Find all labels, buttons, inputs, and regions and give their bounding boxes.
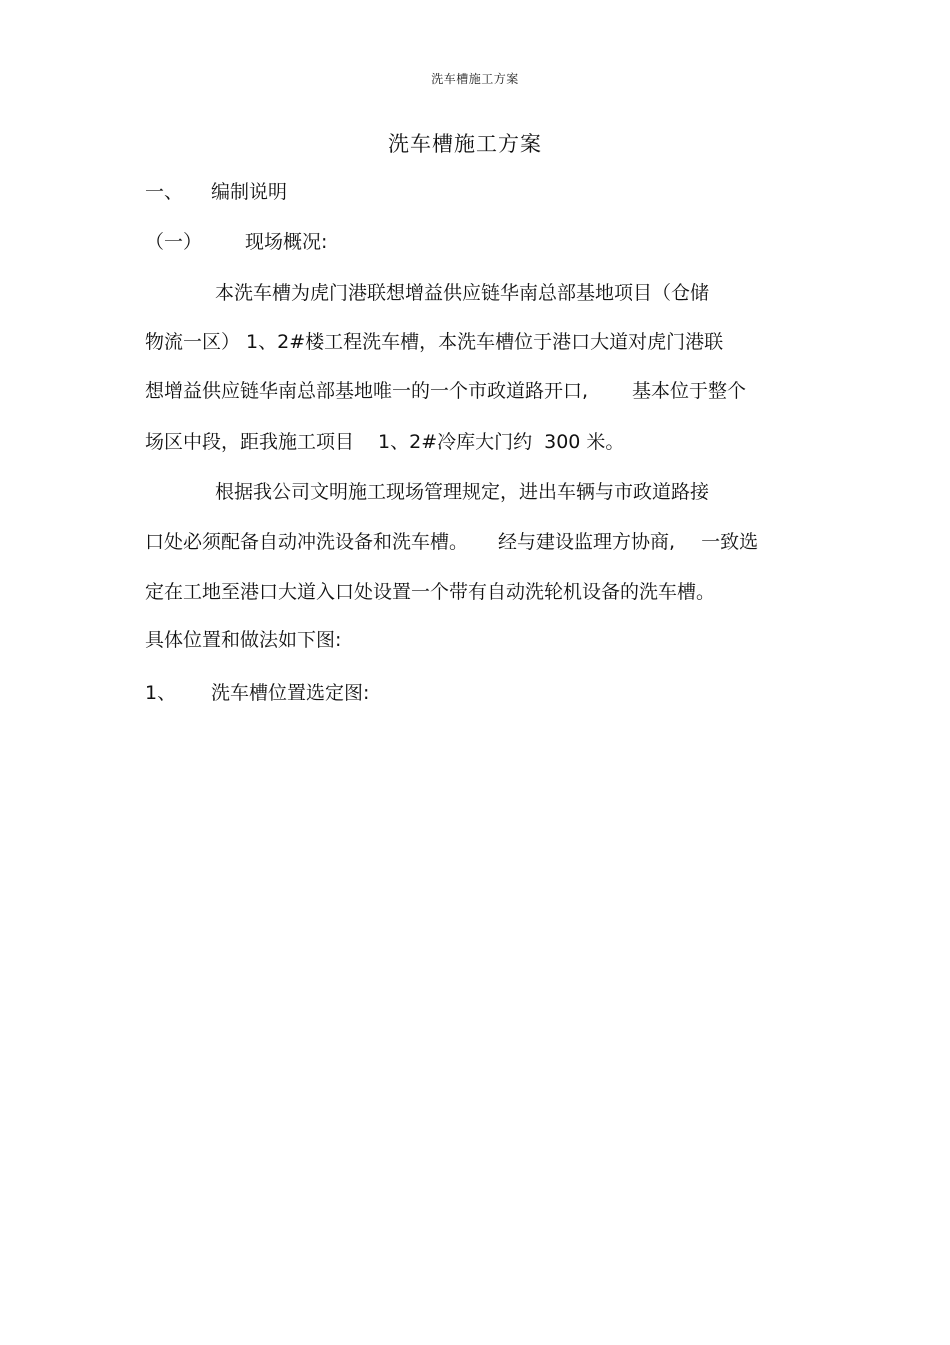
paragraph-line (145, 429, 624, 455)
document-title: 洗车槽施工方案 (388, 132, 542, 156)
paragraph-line: 具体位置和做法如下图: (145, 629, 342, 651)
section-heading (145, 179, 287, 205)
paragraph-segment: 一致选 (701, 531, 759, 553)
subsection-heading (145, 229, 327, 255)
paragraph-segment: 想增益供应链华南总部基地唯一的一个市政道路开口, (145, 380, 589, 402)
paragraph-segment: 口处必须配备自动冲洗设备和洗车槽。 (145, 531, 469, 553)
paragraph-line (145, 529, 758, 555)
paragraph-segment: 经与建设监理方协商, (498, 531, 676, 553)
subsection-title: 现场概况: (245, 231, 328, 253)
paragraph-line: 物流一区） 1、2#楼工程洗车槽，本洗车槽位于港口大道对虎门港联 (145, 331, 724, 353)
paragraph-segment: 300 米。 (544, 431, 625, 453)
paragraph-line: 根据我公司文明施工现场管理规定，进出车辆与市政道路接 (215, 481, 710, 503)
paragraph-line (145, 378, 746, 404)
paragraph-segment: 场区中段，距我施工项目 (145, 431, 355, 453)
section-number: 一、 (145, 181, 184, 203)
running-header: 洗车槽施工方案 (431, 72, 519, 86)
paragraph-line: 定在工地至港口大道入口处设置一个带有自动洗轮机设备的洗车槽。 (145, 581, 716, 603)
subsection-number: （一） (145, 231, 203, 253)
item-title: 洗车槽位置选定图: (211, 682, 370, 704)
paragraph-segment: 1、2#冷库大门约 (378, 431, 533, 453)
item-number: 1、 (145, 682, 177, 704)
section-title: 编制说明 (211, 181, 288, 203)
paragraph-line: 本洗车槽为虎门港联想增益供应链华南总部基地项目（仓储 (215, 282, 710, 304)
paragraph-segment: 基本位于整个 (632, 380, 747, 402)
item-heading (145, 680, 369, 706)
